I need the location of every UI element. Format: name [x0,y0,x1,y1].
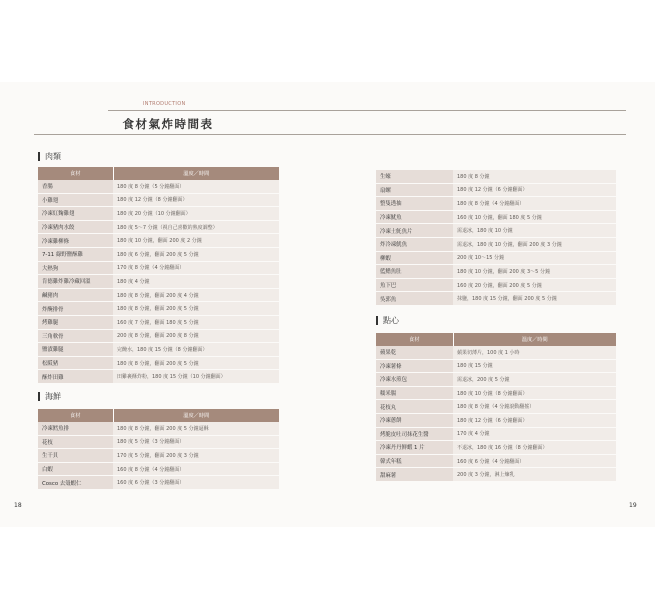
temp-time-cell: 170 度 4 分鐘 [453,427,616,441]
temp-time-cell: 需退冰，180 度 10 分鐘，翻面 200 度 3 分鐘 [453,237,616,251]
table-row [376,224,616,238]
temp-time-cell: 180 度 8 分鐘（4 分鐘翻面） [453,197,616,211]
seafood-cont-table [376,170,616,306]
ingredient-cell: 冷凍蔥餅 [376,413,453,427]
temp-time-cell: 160 度 7 分鐘，翻面 180 度 5 分鐘 [113,315,279,329]
ingredient-cell: 松阪豬 [38,356,113,370]
table-row [376,251,616,265]
ingredient-cell: 炸醃排骨 [38,302,113,316]
snacks-heading: 點心 [376,316,399,325]
ingredient-cell: 吳郭魚 [376,292,453,306]
ingredient-cell: 生蠔 [376,170,453,183]
meat-col-ingredient: 食材 [38,167,113,180]
table-row [38,422,279,435]
table-row [376,183,616,197]
ingredient-cell: 藍鰭魚肚 [376,265,453,279]
temp-time-cell: 160 度 6 分鐘（4 分鐘翻面） [453,454,616,468]
temp-time-cell: 180 度 4 分鐘 [113,275,279,289]
temp-time-cell: 180 度 5～7 分鐘（視自己喜歡的熟度調整） [113,220,279,234]
table-row [376,386,616,400]
snacks-table [376,333,616,482]
ingredient-cell: 整隻透抽 [376,197,453,211]
table-row [38,207,279,221]
table-row [376,346,616,359]
temp-time-cell: 180 度 8 分鐘 [453,170,616,183]
temp-time-cell: 180 度 10 分鐘，翻面 200 度 3～5 分鐘 [453,265,616,279]
ingredient-cell: 烤脆皮吐司抹花生醬 [376,427,453,441]
ingredient-cell: 冷凍豬肉水餃 [38,220,113,234]
ingredient-cell: 冷凍水煎包 [376,373,453,387]
temp-time-cell: 蘋果切薄片，100 度 1 小時 [453,346,616,359]
header-rule-bottom [34,134,626,135]
temp-time-cell: 180 度 8 分鐘（4 分鐘滾動翻搖） [453,400,616,414]
ingredient-cell: 冷凍薯條 [376,359,453,373]
ingredient-cell: 酥炸田雞 [38,370,113,384]
table-row [376,441,616,455]
table-row [376,210,616,224]
table-row [38,356,279,370]
temp-time-cell: 田雞裹酥炸粉，180 度 15 分鐘（10 分鐘翻面） [113,370,279,384]
table-row [376,400,616,414]
table-row [38,449,279,463]
table-row [38,288,279,302]
ingredient-cell: 糯米腸 [376,386,453,400]
table-row [376,454,616,468]
table-row [376,427,616,441]
temp-time-cell: 200 度 3 分鐘，淋上煉乳 [453,468,616,482]
ingredient-cell: 生干貝 [38,449,113,463]
ingredient-cell: 柳蝦 [376,251,453,265]
temp-time-cell: 180 度 12 分鐘（6 分鐘翻面） [453,413,616,427]
temp-time-cell: 完醃水，180 度 15 分鐘（8 分鐘翻面） [113,343,279,357]
table-row [38,180,279,193]
table-row [38,220,279,234]
seafood-table [38,409,279,490]
temp-time-cell: 200 度 10～15 分鐘 [453,251,616,265]
page-number-left: 18 [14,502,22,509]
ingredient-cell: 冷凍鱈魚排 [38,422,113,435]
ingredient-cell: 冷凍魷魚 [376,210,453,224]
table-row [38,261,279,275]
ingredient-cell: 蘋果乾 [376,346,453,359]
table-row [376,170,616,183]
table-row [376,413,616,427]
table-row [376,237,616,251]
ingredient-cell: 冷凍紅麴雞翅 [38,207,113,221]
ingredient-cell: 韓式年糕 [376,454,453,468]
temp-time-cell: 不退冰，180 度 16 分鐘（8 分鐘翻面） [453,441,616,455]
snacks-col-ingredient: 食材 [376,333,453,346]
temp-time-cell: 170 度 5 分鐘，翻面 200 度 3 分鐘 [113,449,279,463]
ingredient-cell: 冷凍雞柳條 [38,234,113,248]
table-row [38,247,279,261]
ingredient-cell: 小雞翅 [38,193,113,207]
temp-time-cell: 180 度 10 分鐘，翻面 200 度 2 分鐘 [113,234,279,248]
meat-col-temp-time: 溫度／時間 [113,167,279,180]
ingredient-cell: 花枝丸 [376,400,453,414]
ingredient-cell: 鹹豬肉 [38,288,113,302]
temp-time-cell: 180 度 5 分鐘（3 分鐘翻面） [113,435,279,449]
table-row [376,359,616,373]
temp-time-cell: 需退冰，200 度 5 分鐘 [453,373,616,387]
table-row [376,373,616,387]
temp-time-cell: 160 度 20 分鐘，翻面 200 度 5 分鐘 [453,278,616,292]
ingredient-cell: 大熱狗 [38,261,113,275]
temp-time-cell: 180 度 8 分鐘，翻面 200 度 5 分鐘 [113,356,279,370]
table-row [376,197,616,211]
ingredient-cell: 扇螺 [376,183,453,197]
meat-heading: 肉類 [38,152,61,161]
ingredient-cell: 白蝦 [38,462,113,476]
table-row [376,468,616,482]
table-row [38,234,279,248]
seafood-col-temp-time: 溫度／時間 [113,409,279,422]
seafood-heading: 海鮮 [38,392,61,401]
temp-time-cell: 170 度 8 分鐘（4 分鐘翻面） [113,261,279,275]
temp-time-cell: 180 度 12 分鐘（6 分鐘翻面） [453,183,616,197]
section-label: INTRODUCTION [143,101,186,107]
snacks-col-temp-time: 溫度／時間 [453,333,616,346]
temp-time-cell: 180 度 8 分鐘（5 分鐘翻面） [113,180,279,193]
header-rule-top [108,110,626,111]
page-number-right: 19 [629,502,637,509]
table-row [38,435,279,449]
ingredient-cell: 冷凍丹丹鮮蝦 1 片 [376,441,453,455]
ingredient-cell: 三角軟骨 [38,329,113,343]
temp-time-cell: 180 度 15 分鐘 [453,359,616,373]
ingredient-cell: 炸冷凍魷魚 [376,237,453,251]
temp-time-cell: 200 度 8 分鐘，翻面 200 度 8 分鐘 [113,329,279,343]
table-row [38,370,279,384]
temp-time-cell: 180 度 20 分鐘（10 分鐘翻面） [113,207,279,221]
meat-table [38,167,279,384]
temp-time-cell: 160 度 8 分鐘（4 分鐘翻面） [113,462,279,476]
temp-time-cell: 160 度 10 分鐘，翻面 180 度 5 分鐘 [453,210,616,224]
ingredient-cell: Cosco 去殼蝦仁 [38,476,113,490]
temp-time-cell: 160 度 6 分鐘（3 分鐘翻面） [113,476,279,490]
page-title: 食材氣炸時間表 [122,117,214,131]
table-row [38,193,279,207]
table-row [38,329,279,343]
temp-time-cell: 需退冰，180 度 10 分鐘 [453,224,616,238]
seafood-col-ingredient: 食材 [38,409,113,422]
ingredient-cell: 烤雞腿 [38,315,113,329]
ingredient-cell: 冷凍土魠魚片 [376,224,453,238]
temp-time-cell: 180 度 6 分鐘，翻面 200 度 5 分鐘 [113,247,279,261]
table-row [38,476,279,490]
ingredient-cell: 魚下巴 [376,278,453,292]
temp-time-cell: 抹鹽，180 度 15 分鐘，翻面 200 度 5 分鐘 [453,292,616,306]
table-row [376,292,616,306]
ingredient-cell: 甜麻薯 [376,468,453,482]
ingredient-cell: 香腸 [38,180,113,193]
table-row [38,275,279,289]
temp-time-cell: 180 度 8 分鐘，翻面 200 度 4 分鐘 [113,288,279,302]
ingredient-cell: 花枝 [38,435,113,449]
table-row [38,315,279,329]
table-row [376,265,616,279]
table-row [38,343,279,357]
table-row [38,302,279,316]
table-row [376,278,616,292]
ingredient-cell: 鹽漬雞腿 [38,343,113,357]
temp-time-cell: 180 度 8 分鐘，翻面 200 度 5 分鐘 [113,302,279,316]
ingredient-cell: 肯德雞炸雞冷藏回溫 [38,275,113,289]
temp-time-cell: 180 度 8 分鐘，翻面 200 度 5 分鐘逼酥 [113,422,279,435]
temp-time-cell: 180 度 12 分鐘（8 分鐘翻面） [113,193,279,207]
ingredient-cell: 7-11 綠野鹽酥雞 [38,247,113,261]
table-row [38,462,279,476]
temp-time-cell: 180 度 10 分鐘（8 分鐘翻面） [453,386,616,400]
